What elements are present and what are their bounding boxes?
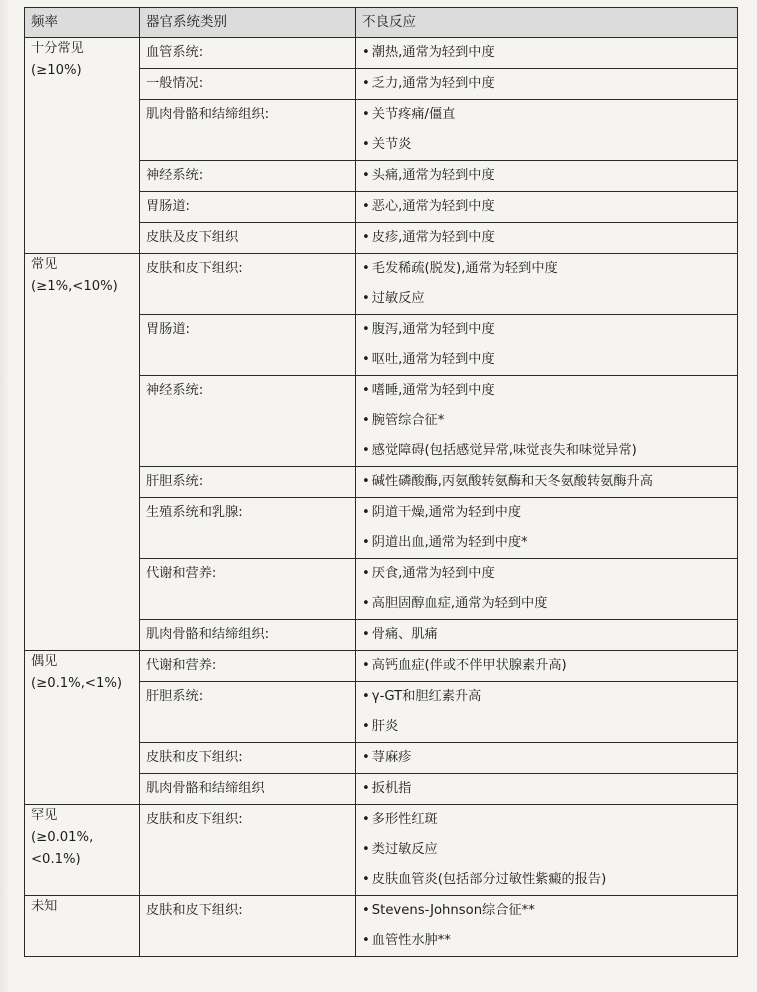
reaction-text: 厌食,通常为轻到中度 (371, 566, 495, 581)
bullet-icon: • (362, 505, 370, 520)
bullet-icon: • (362, 291, 370, 306)
reaction-item (362, 498, 731, 528)
bullet-icon: • (362, 107, 370, 122)
reactions-cell (356, 743, 738, 774)
reaction-item (362, 130, 731, 160)
header-row (25, 8, 738, 38)
reaction-text: 头痛,通常为轻到中度 (371, 168, 495, 183)
organ-class-cell (140, 100, 356, 161)
reactions-cell (356, 896, 738, 957)
reactions-cell (356, 805, 738, 896)
table-body (25, 38, 738, 957)
reaction-item (362, 254, 731, 284)
bullet-icon: • (362, 903, 370, 918)
reaction-item (362, 559, 731, 589)
bullet-icon: • (362, 45, 370, 60)
reaction-text: 类过敏反应 (371, 842, 438, 857)
reaction-text: 阴道干燥,通常为轻到中度 (371, 505, 522, 520)
organ-class-cell (140, 192, 356, 223)
organ-class-label: 胃肠道: (146, 322, 191, 337)
organ-class-label: 代谢和营养: (146, 658, 217, 673)
header-organ-class: 器官系统类别 (140, 8, 356, 38)
reactions-cell (356, 192, 738, 223)
organ-class-cell (140, 467, 356, 498)
reaction-text: 腹泻,通常为轻到中度 (371, 322, 495, 337)
bullet-icon: • (362, 168, 370, 183)
reaction-item (362, 406, 731, 436)
bullet-icon: • (362, 812, 370, 827)
organ-class-label: 肌肉骨骼和结缔组织 (146, 781, 265, 796)
bullet-icon: • (362, 199, 370, 214)
bullet-icon: • (362, 781, 370, 796)
reaction-text: 高钙血症(伴或不伴甲状腺素升高) (371, 658, 567, 673)
reaction-text: γ-GT和胆红素升高 (371, 689, 482, 704)
bullet-icon: • (362, 230, 370, 245)
reaction-item (362, 38, 731, 68)
reaction-text: Stevens-Johnson综合征** (371, 903, 535, 918)
organ-class-cell (140, 161, 356, 192)
frequency-cell (25, 805, 140, 896)
reaction-text: 乏力,通常为轻到中度 (371, 76, 495, 91)
reactions-cell (356, 100, 738, 161)
reaction-item (362, 528, 731, 558)
organ-class-cell (140, 254, 356, 315)
reactions-cell (356, 682, 738, 743)
organ-class-cell (140, 223, 356, 254)
reactions-cell (356, 376, 738, 467)
bullet-icon: • (362, 443, 370, 458)
organ-class-cell (140, 38, 356, 69)
organ-class-cell (140, 896, 356, 957)
frequency-label: (≥0.01%, (31, 830, 94, 845)
frequency-cell (25, 254, 140, 651)
reaction-text: 血管性水肿** (371, 933, 451, 948)
bullet-icon: • (362, 137, 370, 152)
reaction-item (362, 192, 731, 222)
organ-class-label: 皮肤和皮下组织: (146, 812, 243, 827)
reaction-item (362, 651, 731, 681)
bullet-icon: • (362, 413, 370, 428)
organ-class-label: 代谢和营养: (146, 566, 217, 581)
table-row (25, 38, 738, 69)
organ-class-cell (140, 682, 356, 743)
scan-shadow (0, 0, 10, 992)
reactions-cell (356, 69, 738, 100)
bullet-icon: • (362, 535, 370, 550)
reaction-item (362, 69, 731, 99)
reactions-cell (356, 559, 738, 620)
reaction-item (362, 436, 731, 466)
reaction-item (362, 620, 731, 650)
organ-class-cell (140, 69, 356, 100)
organ-class-label: 肌肉骨骼和结缔组织: (146, 107, 270, 122)
frequency-label: 常见 (31, 257, 58, 272)
frequency-cell (25, 896, 140, 957)
organ-class-cell (140, 315, 356, 376)
frequency-label: 偶见 (31, 654, 58, 669)
reaction-item (362, 284, 731, 314)
bullet-icon: • (362, 322, 370, 337)
reactions-cell (356, 315, 738, 376)
bullet-icon: • (362, 933, 370, 948)
reaction-text: 碱性磷酸酶,丙氨酸转氨酶和天冬氨酸转氨酶升高 (371, 474, 653, 489)
frequency-cell (25, 651, 140, 805)
reaction-item (362, 100, 731, 130)
bullet-icon: • (362, 658, 370, 673)
reaction-item (362, 743, 731, 773)
reaction-item (362, 467, 731, 497)
organ-class-cell (140, 498, 356, 559)
bullet-icon: • (362, 383, 370, 398)
organ-class-label: 皮肤及皮下组织 (146, 230, 239, 245)
reaction-item (362, 774, 731, 804)
frequency-label: 未知 (31, 899, 58, 914)
table-row (25, 651, 738, 682)
reaction-item (362, 315, 731, 345)
bullet-icon: • (362, 566, 370, 581)
bullet-icon: • (362, 474, 370, 489)
reaction-text: 过敏反应 (371, 291, 425, 306)
organ-class-cell (140, 805, 356, 896)
organ-class-label: 一般情况: (146, 76, 204, 91)
reactions-cell (356, 774, 738, 805)
organ-class-cell (140, 651, 356, 682)
organ-class-cell (140, 620, 356, 651)
frequency-cell (25, 38, 140, 254)
reactions-cell (356, 467, 738, 498)
bullet-icon: • (362, 719, 370, 734)
bullet-icon: • (362, 76, 370, 91)
reaction-item (362, 896, 731, 926)
reaction-text: 多形性红斑 (371, 812, 438, 827)
organ-class-label: 神经系统: (146, 383, 204, 398)
reaction-text: 嗜睡,通常为轻到中度 (371, 383, 495, 398)
bullet-icon: • (362, 750, 370, 765)
reaction-text: 骨痛、肌痛 (371, 627, 438, 642)
reaction-item (362, 712, 731, 742)
reaction-item (362, 376, 731, 406)
header-reaction: 不良反应 (356, 8, 738, 38)
organ-class-label: 皮肤和皮下组织: (146, 750, 243, 765)
reaction-text: 肝炎 (371, 719, 399, 734)
reaction-text: 毛发稀疏(脱发),通常为轻到中度 (371, 261, 558, 276)
reaction-text: 荨麻疹 (371, 750, 412, 765)
frequency-label: 罕见 (31, 808, 58, 823)
organ-class-label: 胃肠道: (146, 199, 191, 214)
reactions-cell (356, 620, 738, 651)
bullet-icon: • (362, 842, 370, 857)
reactions-cell (356, 254, 738, 315)
reaction-item (362, 345, 731, 375)
bullet-icon: • (362, 261, 370, 276)
frequency-label: (≥10%) (31, 63, 82, 78)
reaction-item (362, 835, 731, 865)
reaction-text: 高胆固醇血症,通常为轻到中度 (371, 596, 548, 611)
organ-class-label: 生殖系统和乳腺: (146, 505, 243, 520)
table-row (25, 254, 738, 315)
organ-class-cell (140, 774, 356, 805)
bullet-icon: • (362, 689, 370, 704)
organ-class-cell (140, 559, 356, 620)
reaction-text: 扳机指 (371, 781, 412, 796)
bullet-icon: • (362, 596, 370, 611)
bullet-icon: • (362, 872, 370, 887)
reactions-cell (356, 38, 738, 69)
reaction-item (362, 589, 731, 619)
frequency-label: (≥1%,<10%) (31, 279, 118, 294)
organ-class-cell (140, 376, 356, 467)
reaction-item (362, 926, 731, 956)
reaction-item (362, 223, 731, 253)
reactions-cell (356, 161, 738, 192)
reactions-cell (356, 651, 738, 682)
reaction-item (362, 682, 731, 712)
table-row (25, 805, 738, 896)
bullet-icon: • (362, 627, 370, 642)
reactions-cell (356, 223, 738, 254)
adverse-reactions-table (24, 7, 738, 957)
reaction-text: 阴道出血,通常为轻到中度* (371, 535, 528, 550)
frequency-label: (≥0.1%,<1%) (31, 676, 123, 691)
organ-class-label: 肝胆系统: (146, 474, 204, 489)
reaction-item (362, 805, 731, 835)
reaction-text: 感觉障碍(包括感觉异常,味觉丧失和味觉异常) (371, 443, 637, 458)
reactions-cell (356, 498, 738, 559)
reaction-text: 腕管综合征* (371, 413, 445, 428)
bullet-icon: • (362, 352, 370, 367)
organ-class-label: 神经系统: (146, 168, 204, 183)
table-header (25, 8, 738, 38)
reaction-text: 潮热,通常为轻到中度 (371, 45, 495, 60)
organ-class-label: 肝胆系统: (146, 689, 204, 704)
reaction-text: 呕吐,通常为轻到中度 (371, 352, 495, 367)
organ-class-cell (140, 743, 356, 774)
table-row (25, 896, 738, 957)
organ-class-label: 肌肉骨骼和结缔组织: (146, 627, 270, 642)
reaction-text: 皮肤血管炎(包括部分过敏性紫癜的报告) (371, 872, 607, 887)
organ-class-label: 皮肤和皮下组织: (146, 903, 243, 918)
organ-class-label: 皮肤和皮下组织: (146, 261, 243, 276)
reaction-text: 关节疼痛/僵直 (371, 107, 456, 122)
frequency-label: 十分常见 (31, 41, 84, 56)
reaction-item (362, 865, 731, 895)
header-frequency: 频率 (25, 8, 140, 38)
reaction-text: 皮疹,通常为轻到中度 (371, 230, 495, 245)
reaction-text: 关节炎 (371, 137, 412, 152)
frequency-label: <0.1%) (31, 852, 81, 867)
organ-class-label: 血管系统: (146, 45, 204, 60)
reaction-text: 恶心,通常为轻到中度 (371, 199, 495, 214)
reaction-item (362, 161, 731, 191)
